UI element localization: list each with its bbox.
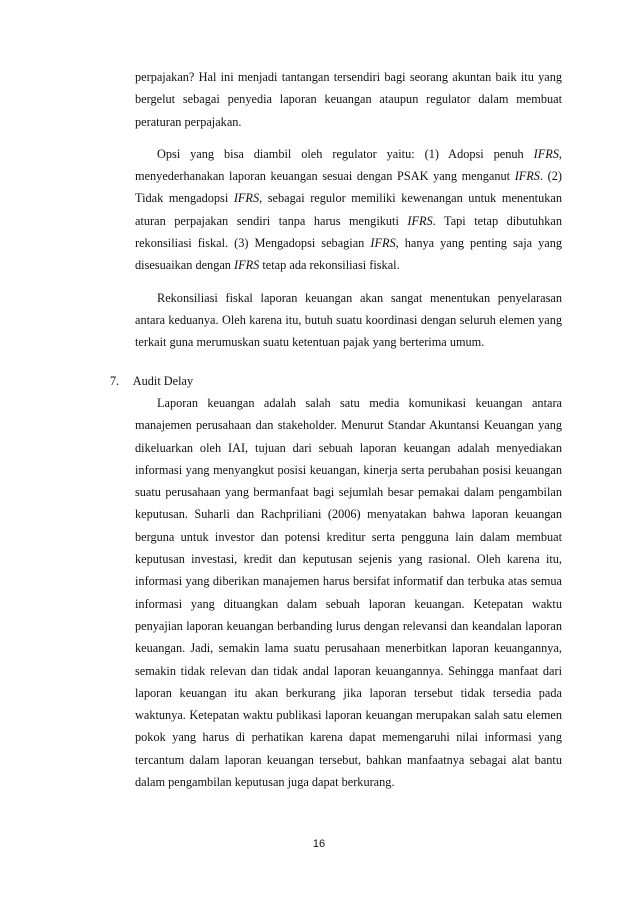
- text-block-section7: [135, 392, 562, 793]
- paragraph-fiscal-reconciliation: Rekonsiliasi fiskal laporan keuangan akan sangat menentukan penyelarasan antara keduanya. Oleh karena itu, butuh suatu koordinasi dengan seluruh elemen yang terkait guna merumuskan suatu ketentuan pajak yang berterima umum.: [135, 290, 562, 350]
- text-run: Opsi yang bisa diambil oleh regulator yaitu: (1) Adopsi penuh: [157, 146, 534, 161]
- text-run: , hanya yang penting saja yang disesuaikan dengan: [135, 236, 562, 273]
- section-number: 7.: [110, 374, 120, 388]
- ifrs-term: IFRS: [370, 236, 396, 251]
- ifrs-term: IFRS: [514, 169, 540, 184]
- ifrs-term: IFRS: [407, 213, 433, 228]
- ifrs-term: IFRS: [234, 258, 260, 273]
- section-title: Audit Delay: [132, 374, 194, 388]
- page-number: 16: [312, 838, 326, 850]
- text-block-upper: [135, 66, 562, 354]
- text-run: , menyederhanakan laporan keuangan sesuai dengan PSAK yang menganut: [135, 146, 562, 184]
- text-run: . Tapi tetap dibutuhkan rekonsiliasi fiskal. (3) Mengadopsi sebagian: [135, 213, 562, 251]
- paragraph-audit-delay: Laporan keuangan adalah salah satu media komunikasi keuangan antara manajemen perusahaan dan stakeholder. Menurut Standar Akuntansi Keuangan yang dikeluarkan oleh IAI, tujuan dari sebuah laporan keuangan adalah menyediakan informasi yang menyangkut posisi keuangan, kinerja serta perubahan posisi keuangan suatu perusahaan yang bermanfaat bagi sejumlah besar pemakai dalam pengambilan keputusan. Suharli dan Rachpriliani (2006) menyatakan bahwa laporan keuangan berguna untuk investor dan potensi kreditur serta pengguna lain dalam membuat keputusan investasi, kredit dan keputusan sejenis yang rasional. Oleh karena itu, informasi yang diberikan manajemen harus bersifat informatif dan terbuka atas semua informasi yang dituangkan dalam sebuah laporan keuangan. Ketepatan waktu penyajian laporan keuangan berbanding lurus dengan relevansi dan keandalan laporan keuangan. Jadi, semakin lama suatu perusahaan menerbitkan laporan keuangannya, semakin tidak relevan dan tidak andal laporan keuangannya. Sehingga manfaat dari laporan keuangan itu akan berkurang jika laporan tersebut tidak tersedia pada waktunya. Ketepatan waktu publikasi laporan keuangan merupakan salah satu elemen pokok yang harus di perhatikan karena dapat memengaruhi nilai informasi yang tercantum dalam laporan keuangan tersebut, bahkan manfaatnya sebagai alat bantu dalam pengambilan keputusan juga dapat berkurang.: [135, 396, 562, 790]
- text-run: , sebagai regulor memiliki kewenangan untuk menentukan aturan perpajakan sendiri tanpa harus mengikuti: [135, 191, 562, 228]
- section-heading: [110, 370, 193, 392]
- text-run: . (2) Tidak mengadopsi: [135, 169, 562, 206]
- paragraph-continuation: perpajakan? Hal ini menjadi tantangan tersendiri bagi seorang akuntan baik itu yang bergelut sebagai penyedia laporan keuangan ataupun regulator dalam membuat peraturan perpajakan.: [135, 70, 562, 129]
- paragraph-regulator-options: [135, 143, 562, 277]
- ifrs-term: IFRS: [233, 191, 260, 206]
- ifrs-term: IFRS: [533, 146, 559, 161]
- text-run: tetap ada rekonsiliasi fiskal.: [259, 258, 400, 273]
